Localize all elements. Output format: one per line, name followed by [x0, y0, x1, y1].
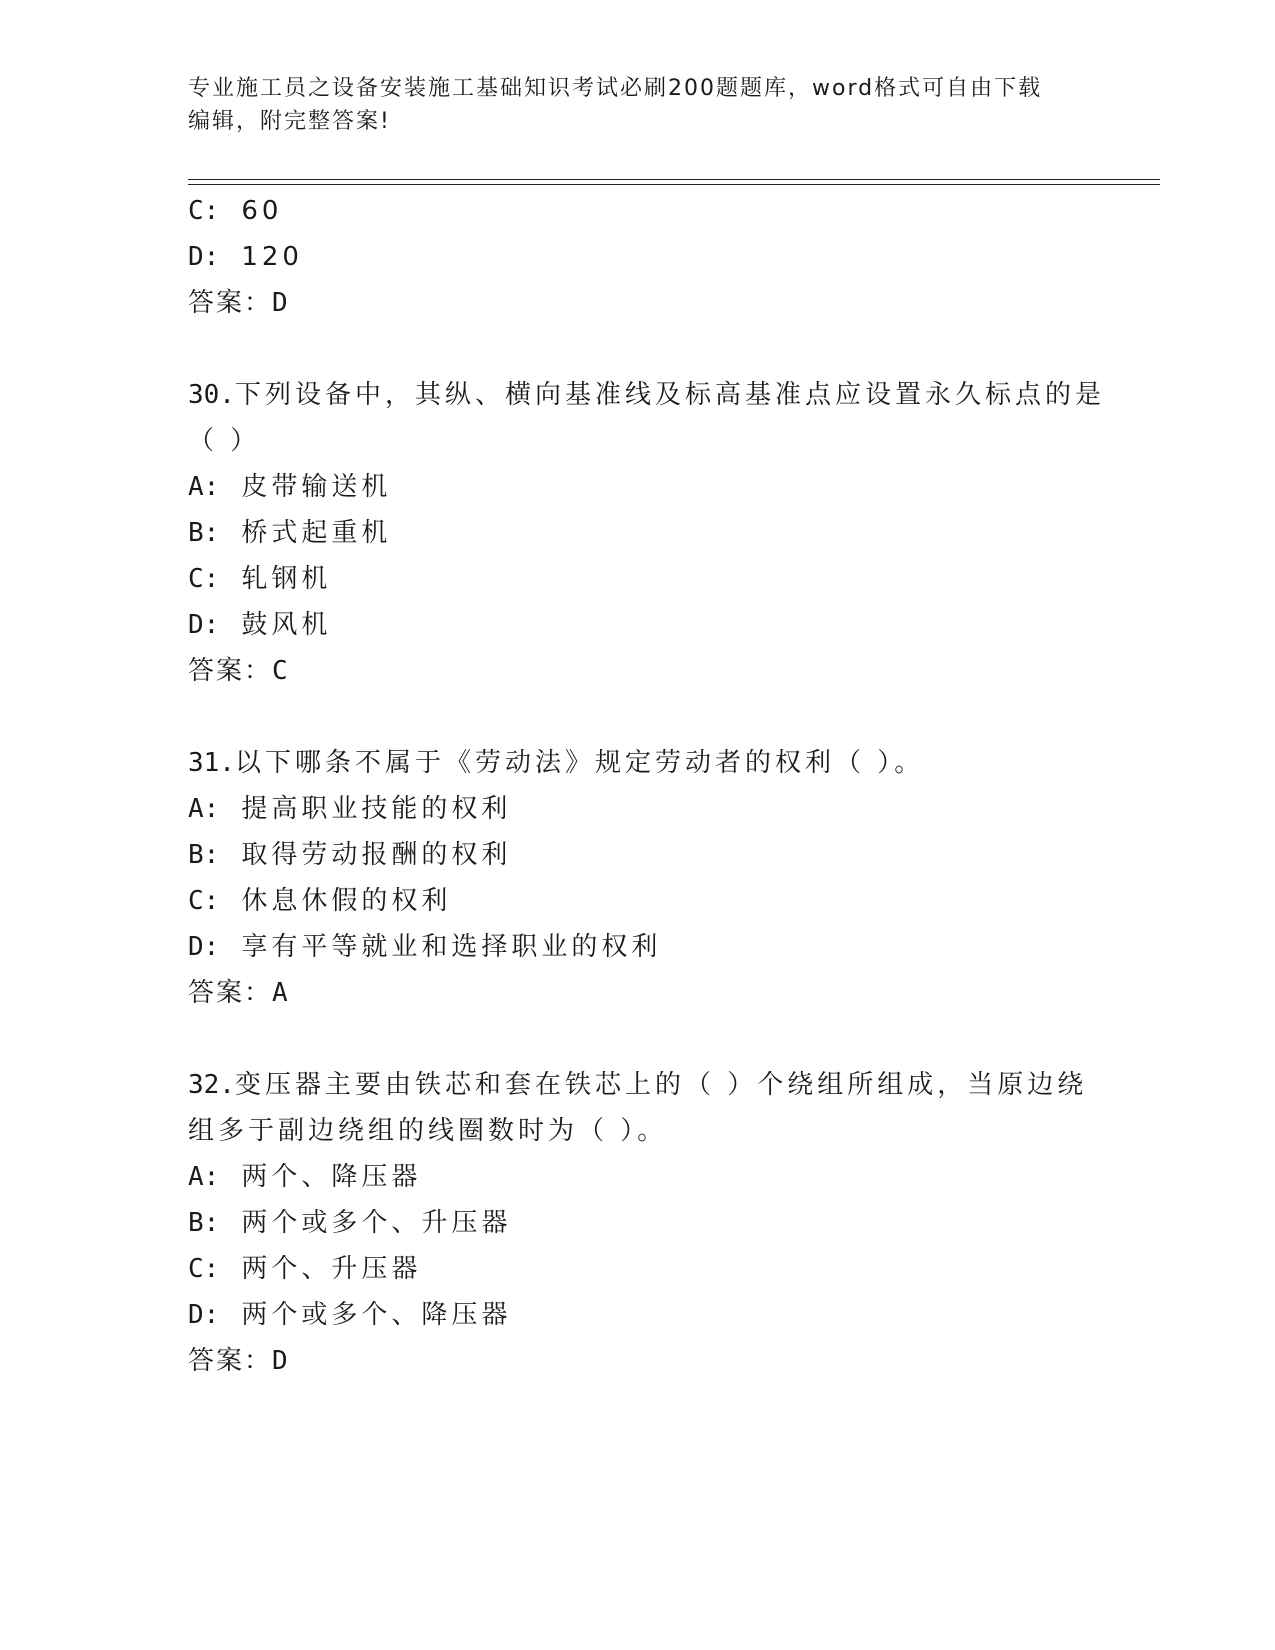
- spacer: [188, 694, 1088, 740]
- answer-line: [188, 1338, 1088, 1384]
- answer-label: 答案：: [188, 978, 273, 1008]
- answer-label: 答案：: [188, 288, 273, 318]
- option-label: B:: [188, 1208, 220, 1238]
- option-label: A:: [188, 794, 220, 824]
- option-text: 两个或多个、升压器: [241, 1208, 512, 1238]
- option-label: C:: [188, 564, 220, 594]
- option-text: 两个、降压器: [241, 1162, 422, 1192]
- option-d: [188, 234, 1088, 280]
- answer-line: [188, 648, 1088, 694]
- question-stem: [188, 1062, 1088, 1108]
- option-label: C:: [188, 196, 220, 226]
- option-c: [188, 556, 1088, 602]
- option-b: [188, 832, 1088, 878]
- option-d: [188, 924, 1088, 970]
- question-text: 以下哪条不属于《劳动法》规定劳动者的权利（ ）。: [234, 748, 925, 778]
- question-stem: [188, 740, 1088, 786]
- question-stem: [188, 372, 1105, 418]
- option-a: [188, 786, 1088, 832]
- answer-line: [188, 970, 1088, 1016]
- option-c: [188, 188, 1088, 234]
- option-text: 皮带输送机: [241, 472, 392, 502]
- answer-label: 答案：: [188, 1346, 273, 1376]
- question-number: 32.: [188, 1070, 235, 1100]
- option-text: 两个、升压器: [241, 1254, 422, 1284]
- question-text: 变压器主要由铁芯和套在铁芯上的（ ）个绕组所组成，当原边绕: [234, 1070, 1088, 1100]
- answer-value: C: [272, 656, 290, 686]
- option-text: 取得劳动报酬的权利: [241, 840, 512, 870]
- option-text: 两个或多个、降压器: [241, 1300, 512, 1330]
- option-label: C:: [188, 1254, 220, 1284]
- option-label: D:: [188, 610, 220, 640]
- question-block-prev: [188, 188, 1088, 326]
- question-block-30: [188, 372, 1105, 694]
- question-number: 31.: [188, 748, 235, 778]
- option-label: C:: [188, 886, 220, 916]
- option-text: 享有平等就业和选择职业的权利: [241, 932, 662, 962]
- spacer: [188, 326, 1088, 372]
- option-c: [188, 1246, 1088, 1292]
- answer-value: D: [272, 1346, 290, 1376]
- answer-label: 答案：: [188, 656, 273, 686]
- question-text: 下列设备中，其纵、横向基准线及标高基准点应设置永久标点的是: [234, 380, 1105, 410]
- option-text: 60: [241, 196, 283, 226]
- option-text: 鼓风机: [241, 610, 332, 640]
- question-block-32: [188, 1062, 1088, 1384]
- option-label: B:: [188, 518, 220, 548]
- question-list: [188, 188, 1105, 1384]
- header-divider: [188, 179, 1160, 185]
- question-stem-continued: 组多于副边绕组的线圈数时为（ ）。: [188, 1116, 668, 1146]
- document-header: [188, 72, 1088, 138]
- option-label: D:: [188, 932, 220, 962]
- option-text: 桥式起重机: [241, 518, 392, 548]
- option-label: A:: [188, 1162, 220, 1192]
- option-c: [188, 878, 1088, 924]
- answer-value: D: [272, 288, 290, 318]
- option-text: 休息休假的权利: [241, 886, 452, 916]
- option-label: D:: [188, 1300, 220, 1330]
- option-a: [188, 464, 1088, 510]
- answer-line: [188, 280, 1088, 326]
- answer-value: A: [272, 978, 290, 1008]
- spacer: [188, 1016, 1088, 1062]
- option-d: [188, 602, 1088, 648]
- question-stem-continued: （ ）: [188, 426, 261, 456]
- option-label: B:: [188, 840, 220, 870]
- option-b: [188, 510, 1088, 556]
- question-number: 30.: [188, 380, 235, 410]
- option-text: 提高职业技能的权利: [241, 794, 512, 824]
- option-d: [188, 1292, 1088, 1338]
- header-line-2: 编辑，附完整答案!: [188, 109, 391, 134]
- option-a: [188, 1154, 1088, 1200]
- option-label: A:: [188, 472, 220, 502]
- option-text: 120: [241, 242, 303, 272]
- question-block-31: [188, 740, 1088, 1016]
- option-label: D:: [188, 242, 220, 272]
- option-b: [188, 1200, 1088, 1246]
- header-line-1: 专业施工员之设备安装施工基础知识考试必刷200题题库，word格式可自由下载: [188, 76, 1043, 101]
- option-text: 轧钢机: [241, 564, 332, 594]
